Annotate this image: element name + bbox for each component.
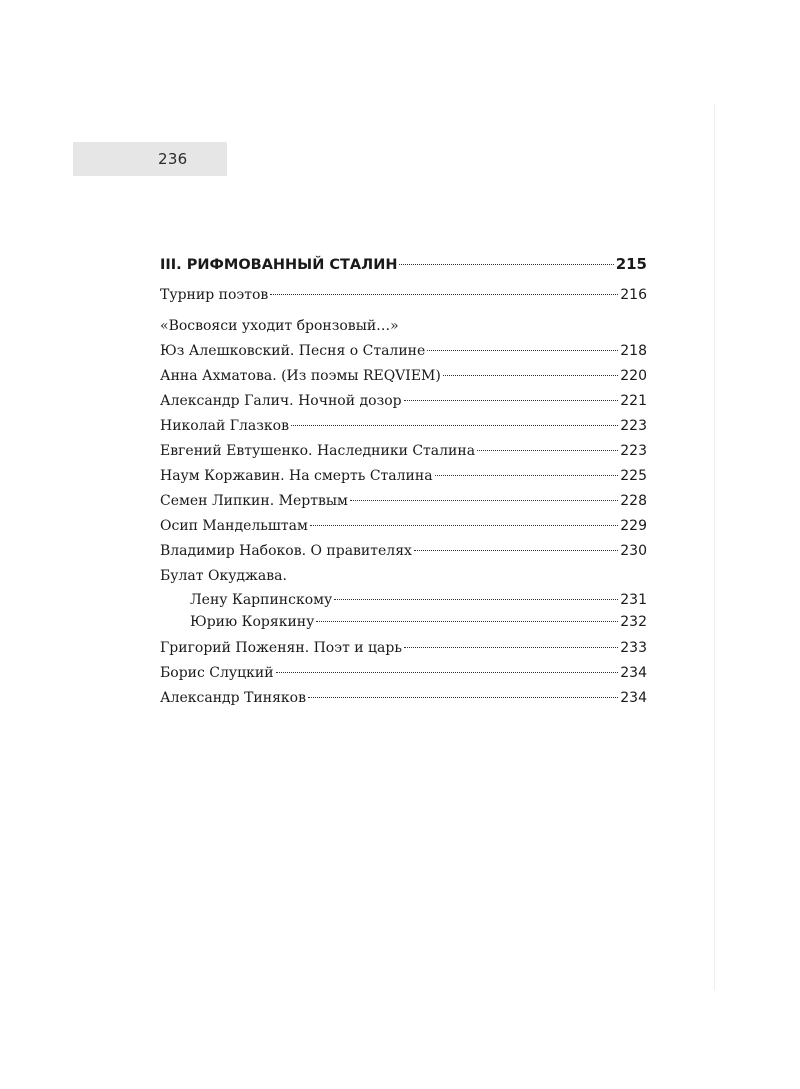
toc-entry (160, 439, 647, 464)
toc-entry-title: Владимир Набоков. О правителях (160, 543, 412, 559)
toc-entry-title: Семен Липкин. Мертвым (160, 493, 348, 509)
toc-section-heading (160, 252, 647, 279)
toc-entry-page: 223 (620, 418, 647, 434)
toc-leader-dots (276, 671, 619, 673)
toc-entry-page: 221 (620, 393, 647, 409)
toc-leader-dots (310, 524, 618, 526)
toc-entry (160, 661, 647, 686)
toc-entry-title: Евгений Евтушенко. Наследники Сталина (160, 443, 476, 459)
toc-entry-title: Наум Коржавин. На смерть Сталина (160, 468, 433, 484)
toc-entry-title: Григорий Поженян. Поэт и царь (160, 640, 402, 656)
toc-entry-page: 220 (620, 368, 647, 384)
toc-leader-dots (404, 399, 619, 401)
toc-leader-dots (477, 449, 618, 451)
toc-entry (160, 389, 647, 414)
toc-leader-dots (291, 424, 618, 426)
page-edge (714, 104, 715, 990)
toc-sub-entry (160, 611, 647, 633)
toc-entry-page: 231 (620, 592, 647, 608)
toc-entry-page: 218 (620, 343, 647, 359)
toc-entry (160, 514, 647, 539)
toc-leader-dots (404, 646, 618, 648)
toc-entry (160, 539, 647, 564)
table-of-contents (160, 252, 647, 711)
toc-entry-title: Юз Алешковский. Песня о Сталине (160, 343, 426, 359)
page-number-box (73, 142, 227, 176)
toc-entry-title: Борис Слуцкий (160, 665, 274, 681)
toc-entry-page: 234 (620, 690, 647, 706)
toc-entry-title: Александр Тиняков (160, 690, 306, 706)
toc-entry-title: Александр Галич. Ночной дозор (160, 393, 402, 409)
toc-entry (160, 364, 647, 389)
toc-entry-title: Анна Ахматова. (Из поэмы REQVIEM) (160, 368, 441, 384)
toc-entry-title: Лену Карпинскому (190, 592, 333, 608)
toc-entry-title: Юрию Корякину (190, 614, 315, 630)
toc-entry-page: 233 (620, 640, 647, 656)
toc-entry (160, 686, 647, 711)
toc-leader-dots (443, 374, 618, 376)
toc-entry (160, 339, 647, 364)
page-number: 236 (158, 150, 188, 168)
toc-entry-page: 228 (620, 493, 647, 509)
toc-entry-page: 223 (620, 443, 647, 459)
toc-subheading (160, 314, 647, 339)
toc-entry-page: 216 (620, 287, 647, 303)
toc-author-heading (160, 564, 647, 589)
toc-entry-page: 234 (620, 665, 647, 681)
toc-section-title: III. РИФМОВАННЫЙ СТАЛИН (160, 257, 398, 273)
toc-subheading-title: «Восвояси уходит бронзовый…» (160, 318, 399, 334)
toc-entry-page: 229 (620, 518, 647, 534)
toc-leader-dots (350, 499, 618, 501)
toc-entry (160, 464, 647, 489)
toc-entry-page: 232 (620, 614, 647, 630)
toc-leader-dots (308, 696, 618, 698)
toc-entry-title: Турнир поэтов (160, 287, 269, 303)
toc-leader-dots (270, 293, 618, 295)
toc-entry-title: Осип Мандельштам (160, 518, 308, 534)
toc-leader-dots (334, 598, 618, 600)
toc-leader-dots (316, 620, 618, 622)
toc-sub-entry (160, 589, 647, 611)
toc-leader-dots (427, 349, 618, 351)
toc-entry-page: 230 (620, 543, 647, 559)
toc-entry-title: Николай Глазков (160, 418, 289, 434)
toc-entry (160, 414, 647, 439)
toc-author-title: Булат Окуджава. (160, 568, 287, 584)
toc-entry-page: 225 (620, 468, 647, 484)
toc-entry (160, 636, 647, 661)
toc-entry (160, 283, 647, 308)
toc-leader-dots (435, 474, 619, 476)
toc-entry (160, 489, 647, 514)
toc-section-page: 215 (615, 255, 647, 273)
toc-leader-dots (414, 549, 618, 551)
toc-leader-dots (399, 263, 613, 265)
